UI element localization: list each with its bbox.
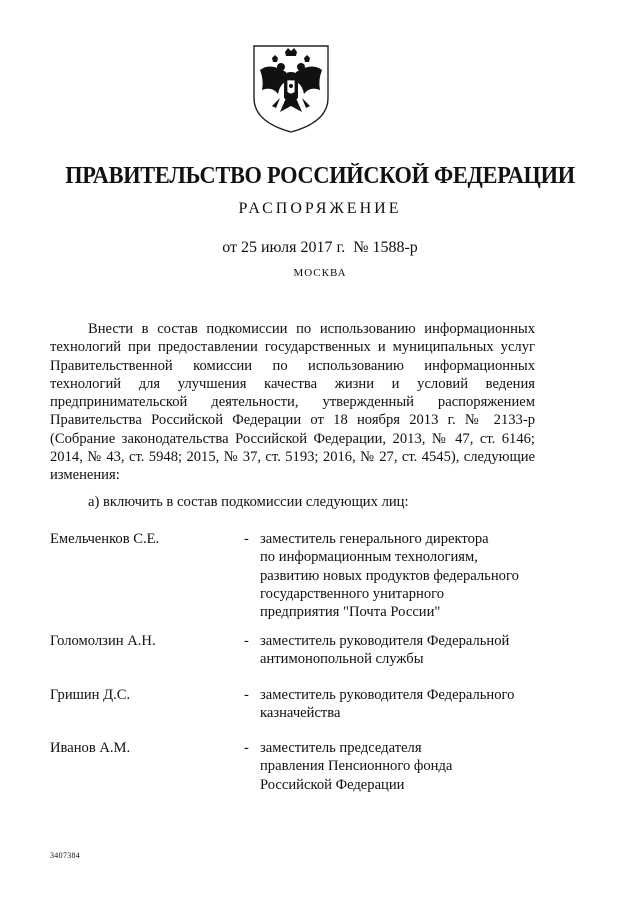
item-a: а) включить в состав подкомиссии следующих лиц: xyxy=(88,494,409,510)
document-date: от 25 июля 2017 г. xyxy=(222,239,346,256)
coat-of-arms-icon xyxy=(250,40,332,136)
document-code: 3407384 xyxy=(50,851,81,860)
document-city: МОСКВА xyxy=(293,267,347,279)
member-name: Голомолзин А.Н. xyxy=(50,633,156,649)
member-name: Иванов А.М. xyxy=(50,740,131,756)
document-number: № 1588-р xyxy=(353,239,418,256)
paragraph-text: Внести в состав подкомиссии по использованию информационных технологий при предоставлении государственных и муниципальных услуг Правительственной комиссии по использованию информационных технологий для улучшения качества жизни и условий ведения предпринимательской деятельности, утвержденный распоряжением Правительства Российской Федерации от 18 ноября 2013 г. № 2133-р (Собрание законодательства Российской Федерации, 2013, № 47, ст. 6146; 2014, № 43, ст. 5948; 2015, № 37, ст. 5193; 2016, № 27, ст. 4545), следующие изменения: xyxy=(50,321,535,484)
member-position: заместитель руководителя Федерального казначейства xyxy=(260,687,515,722)
member-name: Емельченков С.Е. xyxy=(50,531,160,547)
member-position: заместитель руководителя Федеральной антимонопольной службы xyxy=(260,633,510,668)
member-dash: - xyxy=(244,687,249,703)
main-paragraph xyxy=(50,320,535,485)
member-name: Гришин Д.С. xyxy=(50,687,131,703)
document-type: РАСПОРЯЖЕНИЕ xyxy=(238,200,402,217)
member-dash: - xyxy=(244,740,249,756)
government-title: ПРАВИТЕЛЬСТВО РОССИЙСКОЙ ФЕДЕРАЦИИ xyxy=(65,163,575,189)
member-position: заместитель председателя правления Пенсионного фонда Российской Федерации xyxy=(260,740,453,793)
member-position: заместитель генерального директора по информационным технологиям, развитию новых продуктов федерального государственного унитарного предприятия "Почта России" xyxy=(260,531,519,621)
member-dash: - xyxy=(244,633,249,649)
document-date-line xyxy=(0,239,640,257)
member-dash: - xyxy=(244,531,249,547)
